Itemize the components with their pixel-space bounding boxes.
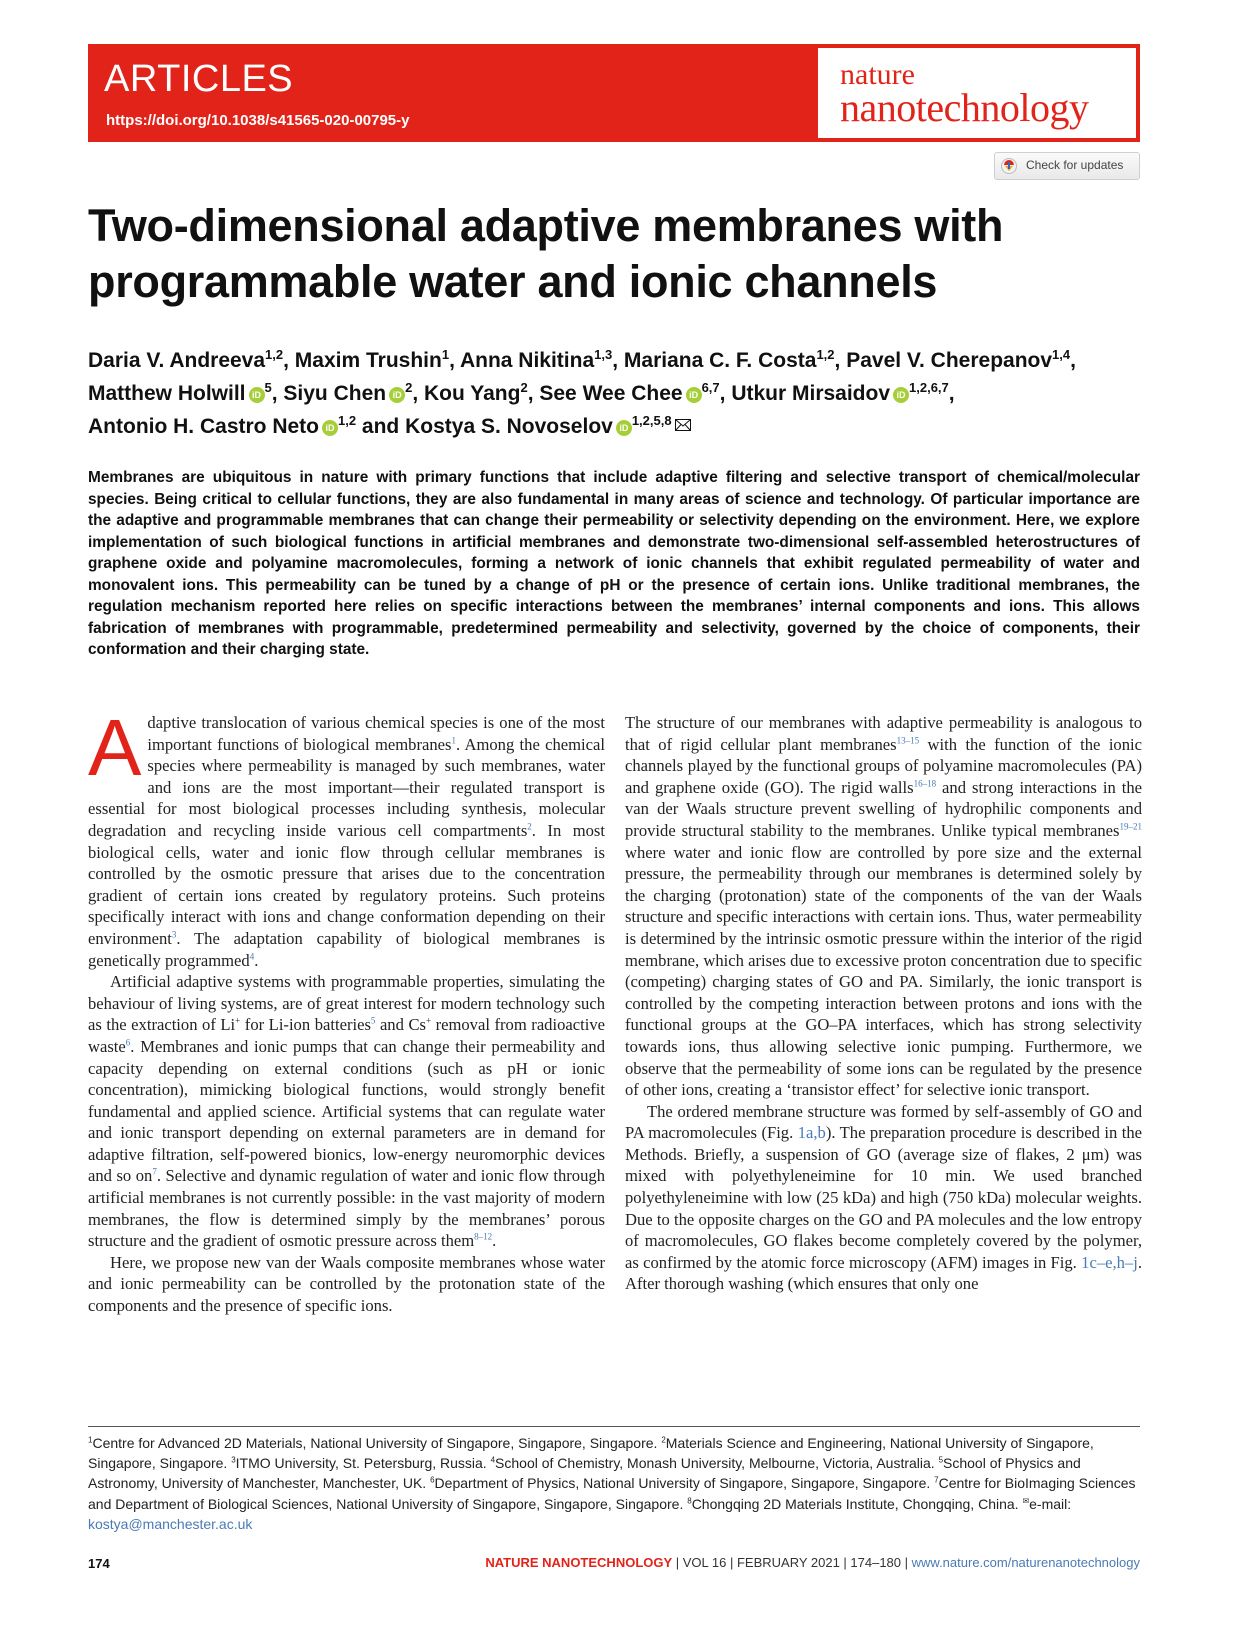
paragraph-text: . [254, 950, 259, 970]
author-affiliation-marker: 1 [441, 347, 450, 362]
affiliation-text: School of Chemistry, Monash University, Melbourne, Victoria, Australia. [495, 1455, 939, 1472]
author-name[interactable]: Siyu Chen [283, 382, 387, 405]
affiliation-number: 6 [430, 1475, 435, 1485]
citation-link[interactable]: 13–15 [896, 735, 920, 746]
orcid-icon[interactable]: iD [249, 387, 265, 403]
paragraph-text: removal from radioactive waste [88, 1015, 605, 1056]
author-name[interactable]: Kostya S. Novoselov [405, 415, 613, 438]
articles-banner [88, 44, 1140, 142]
body-column-left [88, 703, 605, 1317]
paragraph-text: and Cs [375, 1015, 426, 1035]
citation-link[interactable]: 5 [370, 1015, 376, 1026]
footnote-rule [88, 1426, 1140, 1427]
affiliation-number: 4 [490, 1455, 496, 1465]
body-column-right [625, 712, 1142, 1295]
paragraph-text: The structure of our membranes with adaptive permeability is analogous to that of rigid cellular plant membranes [625, 713, 1142, 754]
orcid-icon[interactable]: iD [893, 387, 909, 403]
author-affiliation-marker: 6,7 [701, 380, 720, 395]
affiliation-text: Materials Science and Engineering, National University of Singapore, Singapore, Singapore. [88, 1435, 1094, 1472]
author-affiliation-marker: 2 [405, 380, 413, 395]
citation-link[interactable]: 2 [527, 821, 532, 832]
affiliation-number: 2 [661, 1435, 666, 1445]
check-for-updates-button[interactable] [994, 152, 1140, 180]
author-affiliation-marker: 2 [520, 380, 528, 395]
author-affiliation-marker: 1,2,5,8 [631, 413, 672, 428]
paragraph-text: with the function of the ionic channels played by the functional groups of polyamine macromolecules (PA) and graphene oxide (GO). The rigid walls [625, 734, 1142, 797]
affiliation-text: Centre for Advanced 2D Materials, National University of Singapore, Singapore, Singapore. [92, 1435, 662, 1451]
citation-link[interactable]: 16–18 [913, 778, 937, 789]
email-label: e-mail: [1029, 1495, 1072, 1512]
author-name[interactable]: Kou Yang [424, 382, 521, 405]
paragraph-text: ). The preparation procedure is described in the Methods. Briefly, a suspension of GO (average size of flakes, 2 μm) was mixed with polyethyleneimine for 10 min. We used branched polyethyleneimine with low (25 kDa) and high (750 kDa) molecular weights. Due to the opposite charges on the GO and PA molecules and the low entropy of macromolecules, GO flakes become completely covered by the polymer, as confirmed by the atomic force microscopy (AFM) images in Fig. [625, 1123, 1142, 1272]
paragraph-text: daptive translocation of various chemical species is one of the most important functions of biological membranes [147, 713, 605, 754]
citation-link[interactable]: 6 [125, 1037, 131, 1048]
doi-link[interactable]: https://doi.org/10.1038/s41565-020-00795-y [106, 112, 410, 129]
check-for-updates-label: Check for updates [1026, 158, 1124, 172]
paragraph-text: . Membranes and ionic pumps that can change their permeability and capacity depending on external conditions (such as pH or ionic concentration), mimicking biological functions, would strongly benefit fundamental and applied science. Artificial systems that can regulate water and ionic transport depending on external parameters are in demand for adaptive filtration, self-powered bionics, low-energy neuromorphic devices and so on [88, 1036, 605, 1186]
author-affiliation-marker: 1,4 [1052, 347, 1071, 362]
author-affiliation-marker: 1,2,6,7 [909, 380, 949, 395]
citation-link[interactable]: 1 [451, 735, 456, 746]
paragraph [625, 1101, 1142, 1295]
drop-cap: A [88, 703, 142, 792]
affiliation-text: School of Physics and Astronomy, University of Manchester, Manchester, UK. [88, 1455, 1081, 1492]
journal-logo-line1: nature [840, 58, 915, 91]
author-name[interactable]: Antonio H. Castro Neto [88, 415, 319, 438]
paragraph [88, 703, 605, 971]
paragraph [625, 712, 1142, 1101]
author-affiliation-marker: 1,2 [816, 347, 835, 362]
envelope-icon [675, 419, 691, 431]
email-link[interactable]: kostya@manchester.ac.uk [88, 1515, 253, 1532]
section-label: ARTICLES [104, 58, 294, 100]
affiliation-text: Centre for BioImaging Sciences and Department of Biological Sciences, National University of Singapore, Singapore, Singapore. [88, 1475, 1136, 1512]
author-separator: , [834, 349, 847, 372]
citation-link[interactable]: 3 [171, 929, 177, 940]
email-marker-icon: ✉ [1022, 1495, 1030, 1505]
author-affiliation-marker: 1,3 [594, 347, 613, 362]
paragraph [88, 971, 605, 1252]
author-separator: , [527, 382, 540, 405]
affiliation-text: Chongqing 2D Materials Institute, Chongqing, China. [691, 1495, 1023, 1512]
figure-reference-link[interactable]: 1a,b [797, 1123, 826, 1143]
paragraph-text: and strong interactions in the van der Waals structure prevent swelling of hydrophilic components and provide structural stability to the membranes. Unlike typical membranes [625, 777, 1142, 840]
author-list [88, 344, 1148, 443]
paragraph-text: The ordered membrane structure was formed by self-assembly of GO and PA macromolecules (Fig. [625, 1101, 1142, 1143]
author-affiliation-marker: 1,2 [338, 413, 357, 428]
page-number: 174 [88, 1556, 110, 1571]
abstract: Membranes are ubiquitous in nature with primary functions that include adaptive filtering and selective transport of chemical/molecular species. Being critical to cellular functions, they are also fundamental in many areas of science and technology. Of particular importance are the adaptive and programmable membranes that can change their permeability or selectivity depending on the environment. Here, we explore implementation of such biological functions in artificial membranes and demonstrate two-dimensional self-assembled heterostructures of graphene oxide and polyamine macromolecules, forming a network of ionic channels that exhibit regulated permeability of water and monovalent ions. This permeability can be tuned by a change of pH or the presence of certain ions. Unlike traditional membranes, the regulation mechanism reported here relies on specific interactions between the membranes’ internal components and ions. This allows fabrication of membranes with programmable, predetermined permeability and selectivity, governed by the choice of components, their conformation and their charging state. [88, 469, 1140, 658]
affiliation-number: 3 [231, 1455, 236, 1465]
orcid-icon[interactable]: iD [616, 420, 632, 436]
affiliation-number: 7 [934, 1475, 939, 1485]
citation-link[interactable]: 4 [249, 951, 255, 961]
author-name[interactable]: Pavel V. Cherepanov [846, 349, 1053, 372]
footer-journal-name: NATURE NANOTECHNOLOGY [485, 1555, 673, 1570]
superscript: + [425, 1015, 432, 1026]
affiliation-number: 5 [938, 1455, 944, 1465]
paragraph-text: Artificial adaptive systems with programmable properties, simulating the behaviour of living systems, are of great interest for modern technology such as the extraction of Li [88, 972, 605, 1035]
author-separator: , [719, 382, 732, 405]
author-separator: , [449, 349, 460, 372]
affiliation-text: ITMO University, St. Petersburg, Russia. [235, 1455, 491, 1472]
paragraph-text: . [492, 1231, 497, 1251]
author-separator: , [612, 349, 624, 372]
citation-link[interactable]: 8–12 [474, 1231, 493, 1242]
article-title: Two-dimensional adaptive membranes with programmable water and ionic channels [88, 200, 1004, 307]
paragraph-text: . After thorough washing (which ensures that only one [625, 1252, 1142, 1294]
paragraph-text: for Li-ion batteries [240, 1015, 371, 1035]
author-name[interactable]: Utkur Mirsaidov [731, 382, 891, 405]
author-separator: and [356, 415, 406, 438]
author-separator: , [948, 382, 955, 405]
citation-link[interactable]: 7 [152, 1166, 157, 1177]
author-separator: , [283, 349, 295, 372]
author-name[interactable]: Matthew Holwill [88, 382, 246, 405]
orcid-icon[interactable]: iD [322, 420, 338, 436]
author-name[interactable]: Daria V. Andreeva [88, 349, 266, 372]
author-name[interactable]: See Wee Chee [539, 382, 683, 405]
journal-logo-line2: nanotechnology [840, 85, 1089, 130]
paragraph-text: . The adaptation capability of biological membranes is genetically programmed [88, 928, 605, 970]
paragraph-text: . In most biological cells, water and ionic flow through cellular membranes is controlled by the osmotic pressure that arises due to the concentration gradient of certain ions created by regulatory proteins. Such proteins specifically interact with ions and change conformation depending on their environment [88, 820, 605, 948]
affiliation-number: 1 [88, 1435, 93, 1445]
orcid-icon[interactable]: iD [686, 387, 702, 403]
affiliation-text: Department of Physics, National University of Singapore, Singapore, Singapore. [434, 1475, 935, 1492]
author-affiliation-marker: 1,2 [265, 347, 284, 362]
paragraph-text: . Among the chemical species where permeability is managed by such membranes, water and ions are the most important—their regulated transport is essential for most biological processes including synthesis, molecular degradation and recycling inside various cell compartments [88, 734, 605, 840]
paragraph: Here, we propose new van der Waals composite membranes whose water and ionic permeability can be controlled by the protonation state of the components and the presence of specific ions. [88, 1252, 605, 1316]
paragraph-text: . Selective and dynamic regulation of water and ionic flow through artificial membranes is not currently possible: in the vast majority of modern membranes, the flow is determined simply by the membranes’ porous structure and the gradient of osmotic pressure across them [88, 1166, 605, 1251]
citation-link[interactable]: 19–21 [1119, 821, 1142, 832]
figure-reference-link[interactable]: 1c–e,h–j [1081, 1252, 1138, 1272]
crossmark-icon [1001, 158, 1017, 174]
author-separator: , [412, 382, 424, 405]
author-separator: , [271, 382, 284, 405]
affiliations [88, 1433, 1140, 1534]
journal-logo[interactable] [818, 48, 1136, 138]
orcid-icon[interactable]: iD [389, 387, 405, 403]
author-name[interactable]: Mariana C. F. Costa [623, 349, 817, 372]
author-name[interactable]: Anna Nikitina [459, 349, 595, 372]
superscript: + [235, 1015, 241, 1026]
footer-citation [485, 1555, 1140, 1570]
author-affiliation-marker: 5 [264, 380, 272, 395]
footer-journal-url[interactable]: www.nature.com/naturenanotechnology [911, 1555, 1140, 1570]
author-separator: , [1070, 349, 1076, 372]
affiliation-number: 8 [687, 1495, 692, 1505]
footer-issue: | VOL 16 | FEBRUARY 2021 | 174–180 | [672, 1555, 912, 1570]
paragraph-text: where water and ionic flow are controlled by pore size and the external pressure, the permeability through our membranes is determined solely by the charging (protonation) state of the components of the van der Waals structure and specific interactions with certain ions. Thus, water permeability is determined by the intrinsic osmotic pressure within the interior of the rigid membrane, which arises due to excessive proton concentration due to specific (competing) charging states of GO and PA. Similarly, the ionic transport is controlled by the competing interaction between protons and ions with the functional groups at the GO–PA interfaces, which has strong selectivity towards ions, thus allowing selective ionic pumping. Furthermore, we observe that the permeability of some ions can be regulated by the presence of other ions, creating a ‘transistor effect’ for selective ionic transport. [625, 842, 1142, 1100]
author-name[interactable]: Maxim Trushin [294, 349, 442, 372]
